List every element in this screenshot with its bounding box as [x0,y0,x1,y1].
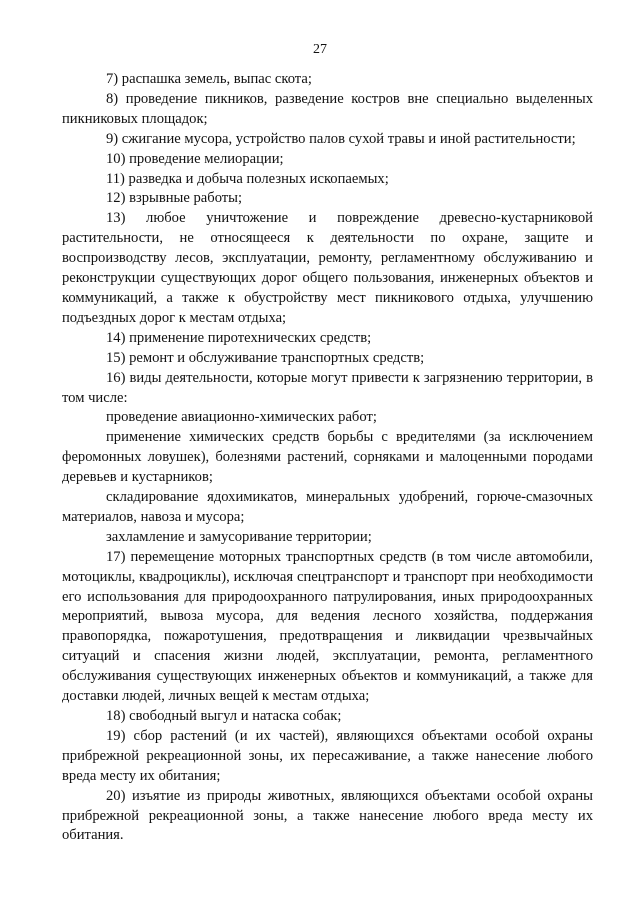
list-item-19: 19) сбор растений (и их частей), являющихся объектами особой охраны прибрежной рекреационной зоны, их пересаживание, а также нанесение любого вреда месту их обитания; [62,727,593,784]
list-item-17: 17) перемещение моторных транспортных средств (в том числе автомобили, мотоциклы, квадроциклы), исключая спецтранспорт и транспорт при необходимости его использования для природоохранного патрулирования, иных природоохранных мероприятий, вывоза мусора, для ведения лесного хозяйства, поддержания правопорядка, пожаротушения, предотвращения и ликвидации чрезвычайных ситуаций и спасения жизни людей, эксплуатации, ремонта, регламентного обслуживания существующих инженерных объектов и коммуникаций, а также для доставки людей, личных вещей к местам отдыха; [62,548,593,705]
list-item-9: 9) сжигание мусора, устройство палов сухой травы и иной растительности; [106,130,576,147]
page-number: 27 [313,42,327,57]
sub-item-storage-chemicals: складирование ядохимикатов, минеральных удобрений, горюче-смазочных материалов, навоза и мусора; [62,489,593,525]
list-item-14: 14) применение пиротехнических средств; [106,329,372,346]
sub-item-chemical-pest-control: применение химических средств борьбы с вредителями (за исключением феромонных ловушек), болезнями растений, сорняками и малоценными породами деревьев и кустарников; [62,429,593,486]
list-item-12: 12) взрывные работы; [106,190,243,207]
list-item-20: 20) изъятие из природы животных, являющихся объектами особой охраны прибрежной рекреационной зоны, а также нанесение любого вреда месту их обитания. [62,787,593,844]
list-item-7: 7) распашка земель, выпас скота; [106,71,312,87]
list-item-10: 10) проведение мелиорации; [106,150,284,167]
list-item-18: 18) свободный выгул и натаска собак; [106,708,342,724]
document-body [62,70,593,846]
list-item-13: 13) любое уничтожение и повреждение древесно-кустарниковой растительности, не относящееся к деятельности по охране, защите и воспроизводству лесов, эксплуатации, ремонту, регламентному обслуживанию и реконструкции существующих дорог общего пользования, инженерных объектов и коммуникаций, а также к обустройству мест пикникового отдыха, улучшению подъездных дорог к местам отдыха; [62,210,593,326]
list-item-15: 15) ремонт и обслуживание транспортных средств; [106,349,425,366]
list-item-11: 11) разведка и добыча полезных ископаемых; [106,170,389,187]
list-item-16: 16) виды деятельности, которые могут привести к загрязнению территории, в том числе: [62,369,593,406]
sub-item-littering: захламление и замусоривание территории; [106,528,372,545]
sub-item-aviation-chemical: проведение авиационно-химических работ; [106,409,377,426]
list-item-8: 8) проведение пикников, разведение костров вне специально выделенных пикниковых площадок; [62,90,593,127]
